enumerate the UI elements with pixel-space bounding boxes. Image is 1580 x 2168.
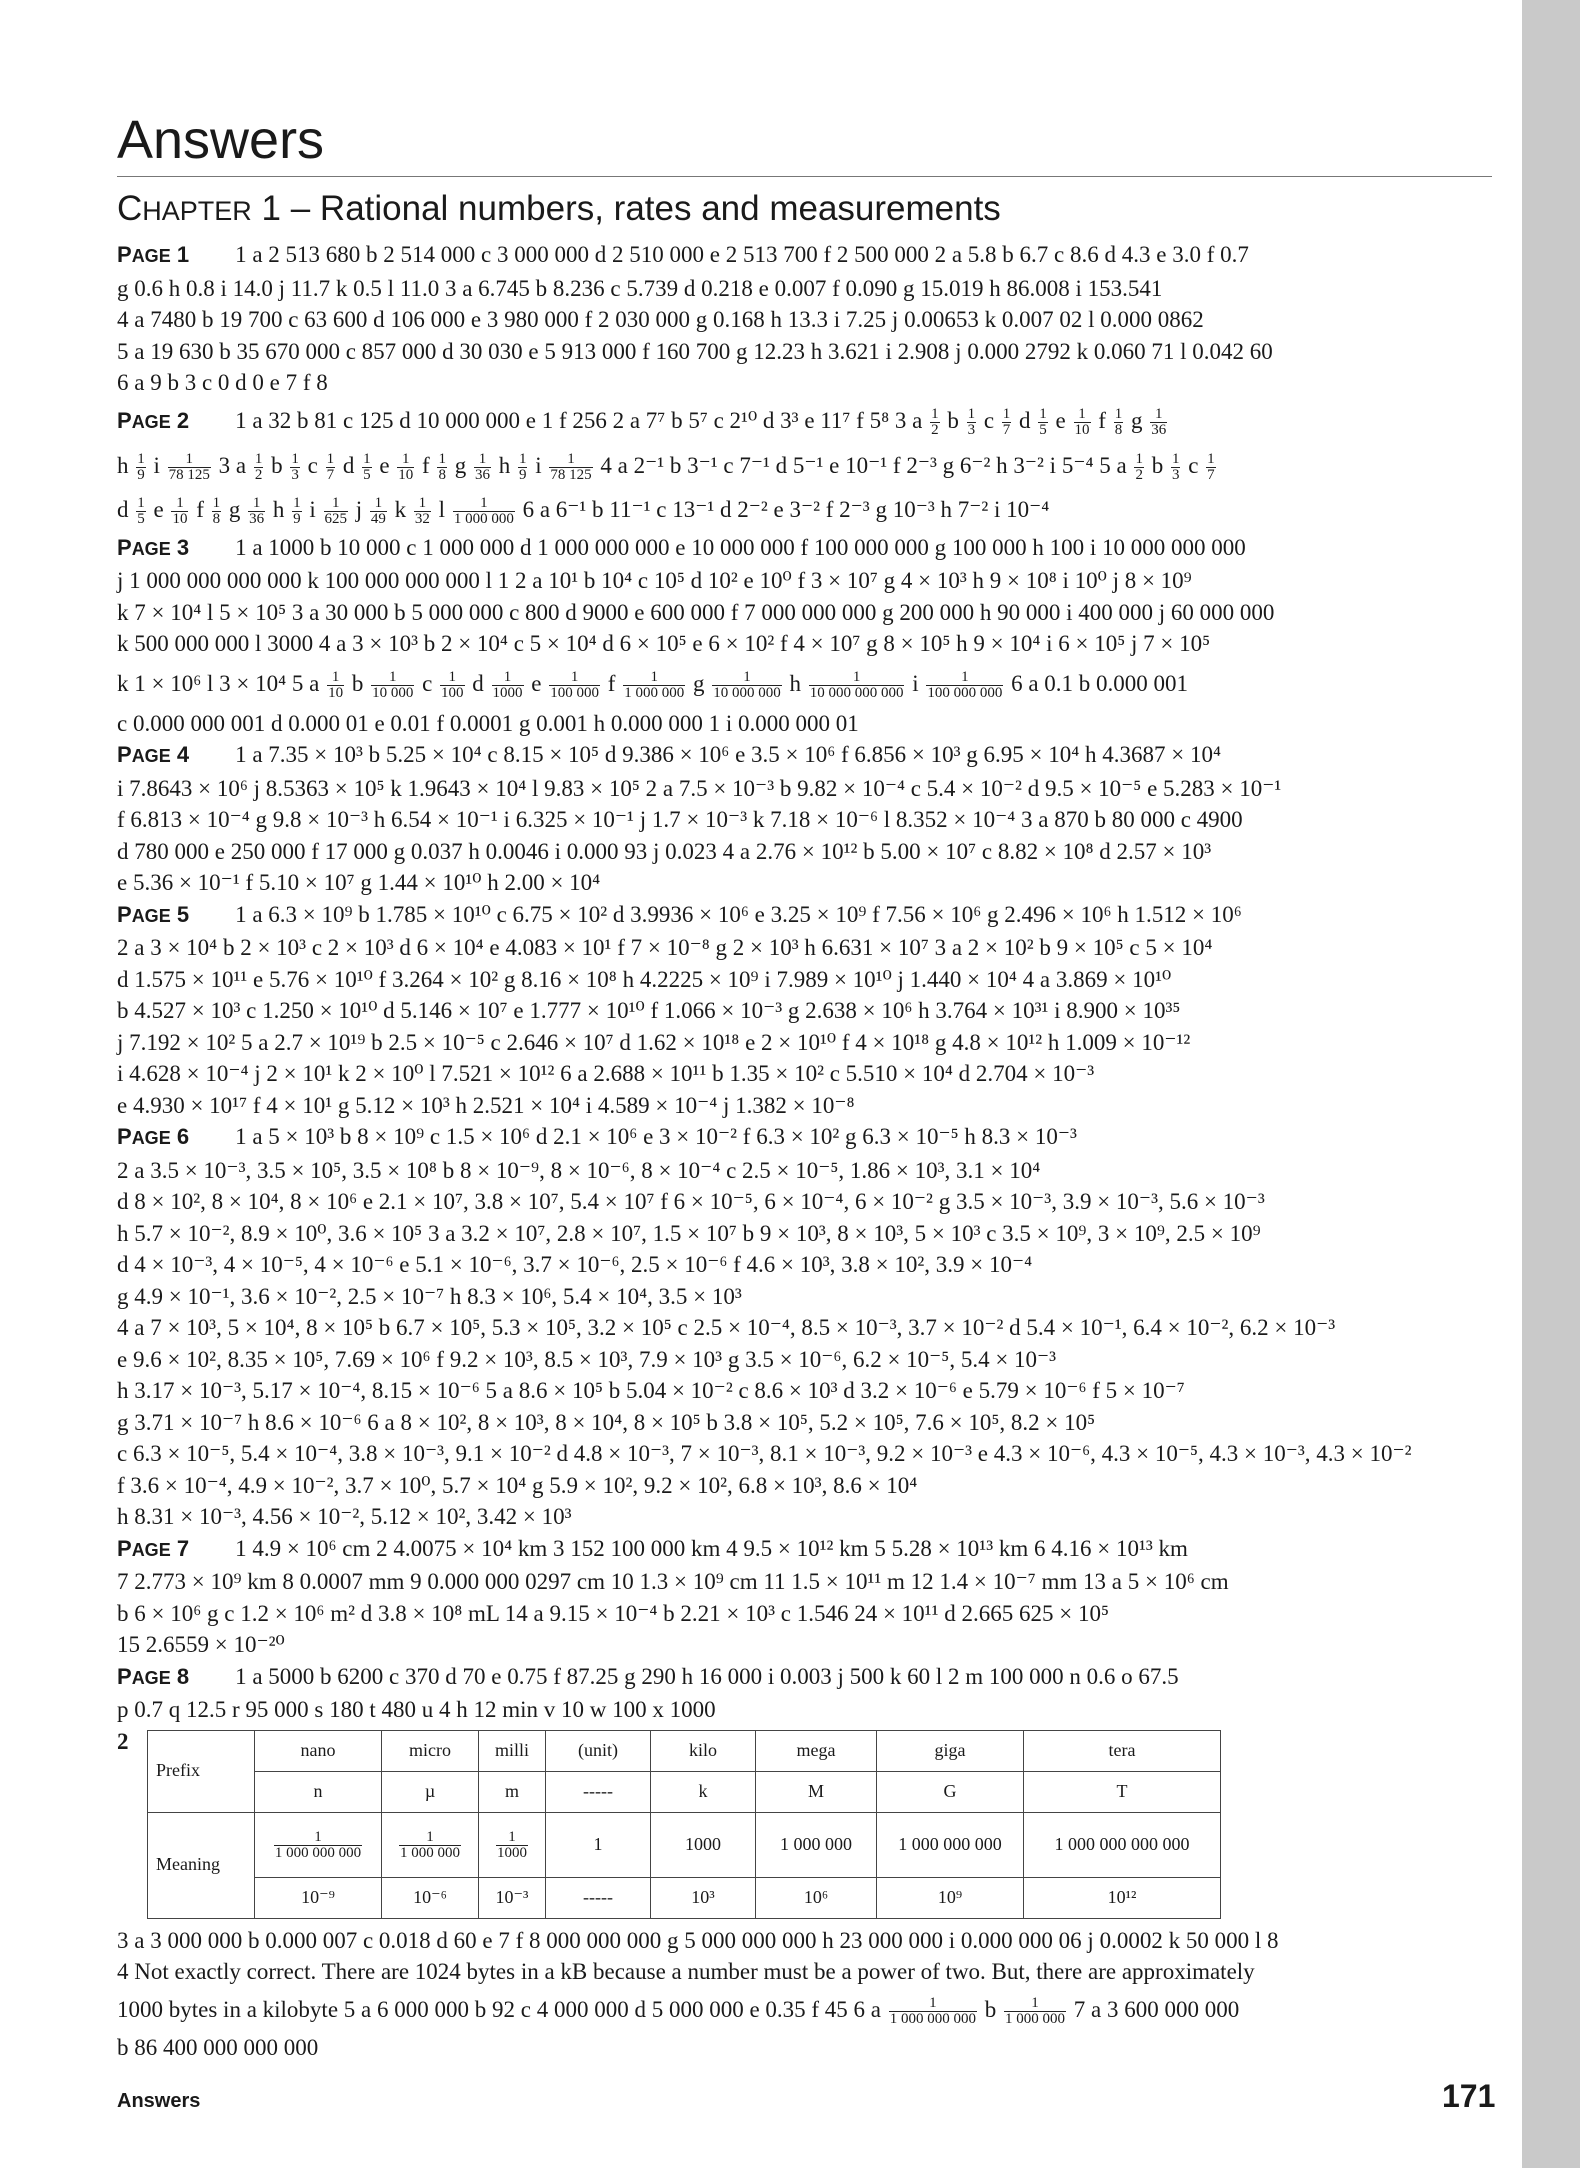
fraction: $\frac{1}{9}$	[293, 494, 301, 527]
answer-text: h	[117, 452, 135, 478]
table-cell: 1000	[651, 1812, 756, 1877]
answer-line: 7 2.773 × 10⁹ km 8 0.0007 mm 9 0.000 000 0297 cm 10 1.3 × 10⁹ cm 11 1.5 × 10¹¹ m 12 1.4 × 10⁻⁷ mm 13 a 5 × 10⁶ cm	[117, 1569, 1229, 1594]
table-cell: nano	[255, 1730, 382, 1771]
fraction: $\frac{1}{100 000}$	[550, 668, 600, 701]
fraction: $\frac{1}{10 000 000 000}$	[809, 668, 904, 701]
page-2-answers	[117, 399, 1492, 532]
answer-line: h 5.7 × 10⁻², 8.9 × 10⁰, 3.6 × 10⁵ 3 a 3.2 × 10⁷, 2.8 × 10⁷, 1.5 × 10⁷ b 9 × 10³, 8 × 10³, 5 × 10³ c 3.5 × 10⁹, 3 × 10⁹, 2.5 × 10⁹	[117, 1220, 1261, 1246]
answer-line: d 8 × 10², 8 × 10⁴, 8 × 10⁶ e 2.1 × 10⁷, 3.8 × 10⁷, 5.4 × 10⁷ f 6 × 10⁻⁵, 6 × 10⁻⁴, 6 × 10⁻² g 3.5 × 10⁻³, 3.9 × 10⁻³, 5.6 × 10⁻³	[117, 1189, 1265, 1214]
fraction: $\frac{1}{2}$	[1135, 450, 1143, 483]
answer-text: f	[196, 496, 210, 522]
page-7-answers	[117, 1533, 1492, 1661]
answer-text: g	[448, 452, 472, 478]
answer-text: e	[153, 496, 170, 522]
answer-text: c	[416, 670, 439, 696]
answer-text: 3 a	[212, 452, 252, 478]
question-number: 2	[117, 1728, 129, 1754]
fraction: $\frac{1}{10}$	[172, 494, 188, 527]
table-cell: k	[651, 1771, 756, 1812]
answer-text: j	[355, 496, 368, 522]
table-cell: T	[1024, 1771, 1221, 1812]
answer-text: i	[309, 496, 322, 522]
fraction: $\frac{1}{1 000 000 000}$	[889, 1994, 977, 2027]
answer-line: 3 a 3 000 000 b 0.000 007 c 0.018 d 60 e 7 f 8 000 000 000 g 5 000 000 000 h 23 000 000 i 0.000 000 06 j 0.0002 k 50 000 l 8	[117, 1927, 1279, 1953]
table-cell: G	[877, 1771, 1024, 1812]
page-3-answers	[117, 532, 1492, 740]
answer-line: g 4.9 × 10⁻¹, 3.6 × 10⁻², 2.5 × 10⁻⁷ h 8.3 × 10⁶, 5.4 × 10⁴, 3.5 × 10³	[117, 1283, 742, 1309]
page-1-heading: PAGE 1	[117, 242, 190, 267]
page-title: Answers	[117, 108, 1492, 177]
fraction: $\frac{1}{100 000 000}$	[927, 668, 1003, 701]
answer-text: f	[416, 452, 436, 478]
answer-line: 4 a 7 × 10³, 5 × 10⁴, 8 × 10⁵ b 6.7 × 10⁵, 5.3 × 10⁵, 3.2 × 10⁵ c 2.5 × 10⁻⁴, 8.5 × 10⁻³, 3.7 × 10⁻² d 5.4 × 10⁻¹, 6.4 × 10⁻², 6.2 × 10⁻³	[117, 1315, 1336, 1340]
prefix-label-cell: Prefix	[148, 1730, 255, 1812]
answer-text: b	[346, 670, 370, 696]
fraction: $\frac{1}{1000}$	[497, 1828, 527, 1861]
answer-line: 1 a 1000 b 10 000 c 1 000 000 d 1 000 000 000 e 10 000 000 f 100 000 000 g 100 000 h 100 i 10 000 000 000	[235, 534, 1246, 560]
fraction: $\frac{1}{9}$	[518, 450, 527, 483]
answer-line: 4 a 7480 b 19 700 c 63 600 d 106 000 e 3 980 000 f 2 030 000 g 0.168 h 13.3 i 7.25 j 0.00653 k 0.007 02 l 0.000 0862	[117, 307, 1204, 332]
answer-text: 4 a 2⁻¹ b 3⁻¹ c 7⁻¹ d 5⁻¹ e 10⁻¹ f 2⁻³ g 6⁻² h 3⁻² i 5⁻⁴ 5 a	[594, 452, 1133, 478]
answer-line: 2 a 3 × 10⁴ b 2 × 10³ c 2 × 10³ d 6 × 10⁴ e 4.083 × 10¹ f 7 × 10⁻⁸ g 2 × 10³ h 6.631 × 10⁷ 3 a 2 × 10² b 9 × 10⁵ c 5 × 10⁴	[117, 935, 1213, 960]
answer-line: c 6.3 × 10⁻⁵, 5.4 × 10⁻⁴, 3.8 × 10⁻³, 9.1 × 10⁻² d 4.8 × 10⁻³, 7 × 10⁻³, 8.1 × 10⁻³, 9.2 × 10⁻³ e 4.3 × 10⁻⁶, 4.3 × 10⁻⁵, 4.3 × 10⁻³, 4.3 × 10⁻²	[117, 1441, 1412, 1466]
answer-text: i	[529, 452, 548, 478]
answer-line: g 3.71 × 10⁻⁷ h 8.6 × 10⁻⁶ 6 a 8 × 10², 8 × 10³, 8 × 10⁴, 8 × 10⁵ b 3.8 × 10⁵, 5.2 × 10⁵, 7.6 × 10⁵, 8.2 × 10⁵	[117, 1409, 1096, 1435]
answer-line: 15 2.6559 × 10⁻²⁰	[117, 1632, 285, 1657]
answer-line: d 780 000 e 250 000 f 17 000 g 0.037 h 0.0046 i 0.000 93 j 0.023 4 a 2.76 × 10¹² b 5.00 × 10⁷ c 8.82 × 10⁸ d 2.57 × 10³	[117, 838, 1212, 864]
answer-text: b	[941, 407, 965, 433]
page-edge-bar	[1522, 0, 1580, 2168]
fraction: $\frac{1}{2}$	[931, 405, 939, 438]
answer-text: i	[147, 452, 166, 478]
table-cell: n	[255, 1771, 382, 1812]
table-cell: milli	[479, 1730, 546, 1771]
table-cell: 10⁻⁶	[382, 1877, 479, 1918]
fraction: $\frac{1}{36}$	[474, 450, 490, 483]
answer-text: d	[117, 496, 135, 522]
meaning-label-cell: Meaning	[148, 1812, 255, 1918]
table-cell: -----	[546, 1877, 651, 1918]
page-8-answers	[117, 1661, 1492, 2064]
answer-line: k 500 000 000 l 3000 4 a 3 × 10³ b 2 × 10⁴ c 5 × 10⁴ d 6 × 10⁵ e 6 × 10² f 4 × 10⁷ g 8 × 10⁵ h 9 × 10⁴ i 6 × 10⁵ j 7 × 10⁵	[117, 631, 1211, 656]
fraction: $\frac{1}{1 000 000}$	[453, 494, 514, 527]
fraction: $\frac{1}{10}$	[1074, 405, 1090, 438]
answer-line: b 4.527 × 10³ c 1.250 × 10¹⁰ d 5.146 × 10⁷ e 1.777 × 10¹⁰ f 1.066 × 10⁻³ g 2.638 × 10⁶ h 3.764 × 10³¹ i 8.900 × 10³⁵	[117, 998, 1181, 1023]
answer-text: b	[1145, 452, 1169, 478]
answer-text: e	[1049, 407, 1072, 433]
answer-text: l	[438, 496, 451, 522]
chapter-heading	[117, 187, 1492, 233]
fraction: $\frac{1}{78 125}$	[168, 450, 210, 483]
page-1-answers	[117, 239, 1492, 399]
answer-text: f	[1092, 407, 1112, 433]
table-cell: kilo	[651, 1730, 756, 1771]
page-2-heading: PAGE 2	[117, 407, 190, 433]
fraction: $\frac{1}{8}$	[212, 494, 221, 527]
answer-line: d 1.575 × 10¹¹ e 5.76 × 10¹⁰ f 3.264 × 10² g 8.16 × 10⁸ h 4.2225 × 10⁹ i 7.989 × 10¹⁰ j 1.440 × 10⁴ 4 a 3.869 × 10¹⁰	[117, 966, 1172, 992]
answer-text: h	[272, 496, 291, 522]
fraction: $\frac{1}{10}$	[328, 668, 344, 701]
fraction: $\frac{1}{8}$	[1114, 405, 1123, 438]
answer-text: 6 a 6⁻¹ b 11⁻¹ c 13⁻¹ d 2⁻² e 3⁻² f 2⁻³ g 10⁻³ h 7⁻² i 10⁻⁴	[522, 496, 1050, 522]
answer-line: 1 a 5000 b 6200 c 370 d 70 e 0.75 f 87.25 g 290 h 16 000 i 0.003 j 500 k 60 l 2 m 100 000 n 0.6 o 67.5	[235, 1663, 1179, 1689]
answer-line: c 0.000 000 001 d 0.000 01 e 0.01 f 0.0001 g 0.001 h 0.000 000 1 i 0.000 000 01	[117, 710, 859, 736]
answer-line: k 7 × 10⁴ l 5 × 10⁵ 3 a 30 000 b 5 000 000 c 800 d 9000 e 600 000 f 7 000 000 000 g 200 000 h 90 000 i 400 000 j 60 000 000	[117, 599, 1275, 625]
answer-text: k 1 × 10⁶ l 3 × 10⁴ 5 a	[117, 670, 326, 696]
answer-line: 4 Not exactly correct. There are 1024 bytes in a kB because a number must be a power of two. But, there are approximately	[117, 1959, 1255, 1984]
fraction: $\frac{1}{1 000 000}$	[624, 668, 685, 701]
fraction: $\frac{1}{1 000 000 000}$	[274, 1828, 362, 1861]
answer-text: h	[492, 452, 516, 478]
answer-line: b 86 400 000 000 000	[117, 2034, 319, 2060]
answer-line: 2 a 3.5 × 10⁻³, 3.5 × 10⁵, 3.5 × 10⁸ b 8 × 10⁻⁹, 8 × 10⁻⁶, 8 × 10⁻⁴ c 2.5 × 10⁻⁵, 1.86 × 10³, 3.1 × 10⁴	[117, 1157, 1041, 1183]
fraction: $\frac{1}{2}$	[254, 450, 263, 483]
answer-text: 6 a 0.1 b 0.000 001	[1005, 670, 1189, 696]
table-cell: 10⁻³	[479, 1877, 546, 1918]
chapter-smallcaps: HAPTER	[142, 196, 252, 226]
page-7-heading: PAGE 7	[117, 1535, 190, 1561]
answer-line: i 7.8643 × 10⁶ j 8.5363 × 10⁵ k 1.9643 × 10⁴ l 9.83 × 10⁵ 2 a 7.5 × 10⁻³ b 9.82 × 10⁻⁴ c 5.4 × 10⁻² d 9.5 × 10⁻⁵ e 5.283 × 10⁻¹	[117, 775, 1282, 801]
fraction: $\frac{1}{1 000 000}$	[400, 1828, 460, 1861]
answers-content	[117, 108, 1492, 2063]
answer-line: 6 a 9 b 3 c 0 d 0 e 7 f 8	[117, 370, 328, 395]
answer-text: b	[979, 1996, 1003, 2022]
table-cell: 10⁶	[756, 1877, 877, 1918]
answer-text: e	[373, 452, 396, 478]
fraction: $\frac{1}{1000}$	[492, 668, 523, 701]
answer-text: 1000 bytes in a kilobyte 5 a 6 000 000 b 92 c 4 000 000 d 5 000 000 e 0.35 f 45 6 a	[117, 1996, 887, 2022]
footer-section-label: Answers	[117, 2090, 201, 2112]
answer-text: g	[1125, 407, 1149, 433]
page-4-answers	[117, 739, 1492, 899]
table-cell: micro	[382, 1730, 479, 1771]
table-cell	[479, 1812, 546, 1877]
answer-text: k	[394, 496, 412, 522]
table-cell: tera	[1024, 1730, 1221, 1771]
fraction: $\frac{1}{36}$	[1151, 405, 1167, 438]
answer-text: c	[1182, 452, 1205, 478]
answer-text: 7 a 3 600 000 000	[1068, 1996, 1240, 2022]
answer-line: f 3.6 × 10⁻⁴, 4.9 × 10⁻², 3.7 × 10⁰, 5.7 × 10⁴ g 5.9 × 10², 9.2 × 10², 6.8 × 10³, 8.6 × 10⁴	[117, 1472, 918, 1498]
answer-text: h	[783, 670, 807, 696]
fraction: $\frac{1}{5}$	[1039, 405, 1047, 438]
answer-text: d	[337, 452, 361, 478]
fraction: $\frac{1}{10 000}$	[372, 668, 414, 701]
fraction: $\frac{1}{8}$	[438, 450, 446, 483]
answer-text: e	[525, 670, 548, 696]
table-cell: giga	[877, 1730, 1024, 1771]
answer-line: i 4.628 × 10⁻⁴ j 2 × 10¹ k 2 × 10⁰ l 7.521 × 10¹² 6 a 2.688 × 10¹¹ b 1.35 × 10² c 5.510 × 10⁴ d 2.704 × 10⁻³	[117, 1061, 1095, 1086]
fraction: $\frac{1}{7}$	[1002, 405, 1011, 438]
fraction: $\frac{1}{36}$	[249, 494, 265, 527]
fraction: $\frac{1}{100}$	[441, 668, 464, 701]
fraction: $\frac{1}{625}$	[324, 494, 348, 527]
page-5-answers	[117, 899, 1492, 1122]
answer-line: g 0.6 h 0.8 i 14.0 j 11.7 k 0.5 l 11.0 3 a 6.745 b 8.236 c 5.739 d 0.218 e 0.007 f 0.090 g 15.019 h 86.008 i 153.541	[117, 275, 1163, 301]
fraction: $\frac{1}{5}$	[363, 450, 371, 483]
table-cell: (unit)	[546, 1730, 651, 1771]
answer-text: f	[602, 670, 622, 696]
answer-line: 1 a 6.3 × 10⁹ b 1.785 × 10¹⁰ c 6.75 × 10² d 3.9936 × 10⁶ e 3.25 × 10⁹ f 7.56 × 10⁶ g 2.496 × 10⁶ h 1.512 × 10⁶	[235, 901, 1242, 927]
fraction: $\frac{1}{10}$	[398, 450, 414, 483]
answer-text: d	[1013, 407, 1037, 433]
chapter-cap: C	[117, 189, 143, 228]
table-cell: µ	[382, 1771, 479, 1812]
table-cell: 10³	[651, 1877, 756, 1918]
page-3-heading: PAGE 3	[117, 534, 190, 560]
table-cell: m	[479, 1771, 546, 1812]
answer-line: 1 a 32 b 81 c 125 d 10 000 000 e 1 f 256 2 a 7⁷ b 5⁷ c 2¹⁰ d 3³ e 11⁷ f 5⁸ 3 a	[235, 407, 923, 433]
answer-line: 1 4.9 × 10⁶ cm 2 4.0075 × 10⁴ km 3 152 100 000 km 4 9.5 × 10¹² km 5 5.28 × 10¹³ km 6 4.16 × 10¹³ km	[235, 1535, 1188, 1561]
fraction: $\frac{1}{1 000 000}$	[1005, 1994, 1066, 2027]
page-4-heading: PAGE 4	[117, 742, 190, 767]
table-cell: 10⁹	[877, 1877, 1024, 1918]
table-cell: 10⁻⁹	[255, 1877, 382, 1918]
answer-line: d 4 × 10⁻³, 4 × 10⁻⁵, 4 × 10⁻⁶ e 5.1 × 10⁻⁶, 3.7 × 10⁻⁶, 2.5 × 10⁻⁶ f 4.6 × 10³, 3.8 × 10², 3.9 × 10⁻⁴	[117, 1252, 1033, 1277]
answer-line: h 8.31 × 10⁻³, 4.56 × 10⁻², 5.12 × 10², 3.42 × 10³	[117, 1504, 572, 1529]
answer-line: e 5.36 × 10⁻¹ f 5.10 × 10⁷ g 1.44 × 10¹⁰ h 2.00 × 10⁴	[117, 870, 601, 895]
fraction: $\frac{1}{78 125}$	[550, 450, 592, 483]
answer-line: 5 a 19 630 b 35 670 000 c 857 000 d 30 030 e 5 913 000 f 160 700 g 12.23 h 3.621 i 2.908 j 0.000 2792 k 0.060 71 l 0.042 60	[117, 338, 1273, 364]
table-cell: 1 000 000 000 000	[1024, 1812, 1221, 1877]
table-cell: 1 000 000	[756, 1812, 877, 1877]
answer-line: f 6.813 × 10⁻⁴ g 9.8 × 10⁻³ h 6.54 × 10⁻¹ i 6.325 × 10⁻¹ j 1.7 × 10⁻³ k 7.18 × 10⁻⁶ l 8.352 × 10⁻⁴ 3 a 870 b 80 000 c 4900	[117, 807, 1243, 832]
table-cell: 1	[546, 1812, 651, 1877]
answer-line: e 9.6 × 10², 8.35 × 10⁵, 7.69 × 10⁶ f 9.2 × 10³, 8.5 × 10³, 7.9 × 10³ g 3.5 × 10⁻⁶, 6.2 × 10⁻⁵, 5.4 × 10⁻³	[117, 1346, 1057, 1372]
answer-line: 1 a 7.35 × 10³ b 5.25 × 10⁴ c 8.15 × 10⁵ d 9.386 × 10⁶ e 3.5 × 10⁶ f 6.856 × 10³ g 6.95 × 10⁴ h 4.3687 × 10⁴	[235, 742, 1222, 767]
answer-text: i	[906, 670, 925, 696]
fraction: $\frac{1}{7}$	[1207, 450, 1215, 483]
table-cell: M	[756, 1771, 877, 1812]
answer-line: p 0.7 q 12.5 r 95 000 s 180 t 480 u 4 h 12 min v 10 w 100 x 1000	[117, 1697, 716, 1722]
answer-text: d	[466, 670, 490, 696]
page-6-answers	[117, 1121, 1492, 1533]
table-cell: 10¹²	[1024, 1877, 1221, 1918]
answer-line: j 1 000 000 000 000 k 100 000 000 000 l 1 2 a 10¹ b 10⁴ c 10⁵ d 10² e 10⁰ f 3 × 10⁷ g 4 × 10³ h 9 × 10⁸ i 10⁰ j 8 × 10⁹	[117, 568, 1192, 593]
table-cell: 1 000 000 000	[877, 1812, 1024, 1877]
prefix-table-block	[117, 1726, 1492, 1919]
answer-line: 1 a 2 513 680 b 2 514 000 c 3 000 000 d 2 510 000 e 2 513 700 f 2 500 000 2 a 5.8 b 6.7 c 8.6 d 4.3 e 3.0 f 0.7	[235, 242, 1249, 267]
fraction: $\frac{1}{7}$	[326, 450, 335, 483]
fraction: $\frac{1}{10 000 000}$	[713, 668, 781, 701]
fraction: $\frac{1}{3}$	[291, 450, 299, 483]
table-cell	[382, 1812, 479, 1877]
table-cell	[255, 1812, 382, 1877]
answer-text: c	[978, 407, 1000, 433]
answer-line: e 4.930 × 10¹⁷ f 4 × 10¹ g 5.12 × 10³ h 2.521 × 10⁴ i 4.589 × 10⁻⁴ j 1.382 × 10⁻⁸	[117, 1092, 855, 1118]
fraction: $\frac{1}{5}$	[137, 494, 145, 527]
table-cell: -----	[546, 1771, 651, 1812]
chapter-title: 1 – Rational numbers, rates and measurements	[251, 189, 1001, 228]
fraction: $\frac{1}{49}$	[370, 494, 386, 527]
table-cell: mega	[756, 1730, 877, 1771]
answer-line: b 6 × 10⁶ g c 1.2 × 10⁶ m² d 3.8 × 10⁸ mL 14 a 9.15 × 10⁻⁴ b 2.21 × 10³ c 1.546 24 × 10¹¹ d 2.665 625 × 10⁵	[117, 1600, 1109, 1626]
fraction: $\frac{1}{3}$	[1171, 450, 1180, 483]
answer-text: c	[301, 452, 324, 478]
fraction: $\frac{1}{3}$	[967, 405, 976, 438]
page-8-heading: PAGE 8	[117, 1663, 190, 1689]
page-number: 171	[1442, 2078, 1496, 2114]
page-6-heading: PAGE 6	[117, 1124, 190, 1149]
answer-text: g	[687, 670, 711, 696]
answer-line: 1 a 5 × 10³ b 8 × 10⁹ c 1.5 × 10⁶ d 2.1 × 10⁶ e 3 × 10⁻² f 6.3 × 10² g 6.3 × 10⁻⁵ h 8.3 × 10⁻³	[235, 1124, 1077, 1149]
prefix-table	[147, 1730, 1221, 1919]
answer-text: b	[265, 452, 289, 478]
fraction: $\frac{1}{32}$	[414, 494, 430, 527]
answer-line: j 7.192 × 10² 5 a 2.7 × 10¹⁹ b 2.5 × 10⁻⁵ c 2.646 × 10⁷ d 1.62 × 10¹⁸ e 2 × 10¹⁰ f 4 × 10¹⁸ g 4.8 × 10¹² h 1.009 × 10⁻¹²	[117, 1029, 1191, 1055]
answer-line: h 3.17 × 10⁻³, 5.17 × 10⁻⁴, 8.15 × 10⁻⁶ 5 a 8.6 × 10⁵ b 5.04 × 10⁻² c 8.6 × 10³ d 3.2 × 10⁻⁶ e 5.79 × 10⁻⁶ f 5 × 10⁻⁷	[117, 1378, 1185, 1403]
answer-text: g	[228, 496, 247, 522]
fraction: $\frac{1}{9}$	[137, 450, 145, 483]
page-5-heading: PAGE 5	[117, 901, 190, 927]
